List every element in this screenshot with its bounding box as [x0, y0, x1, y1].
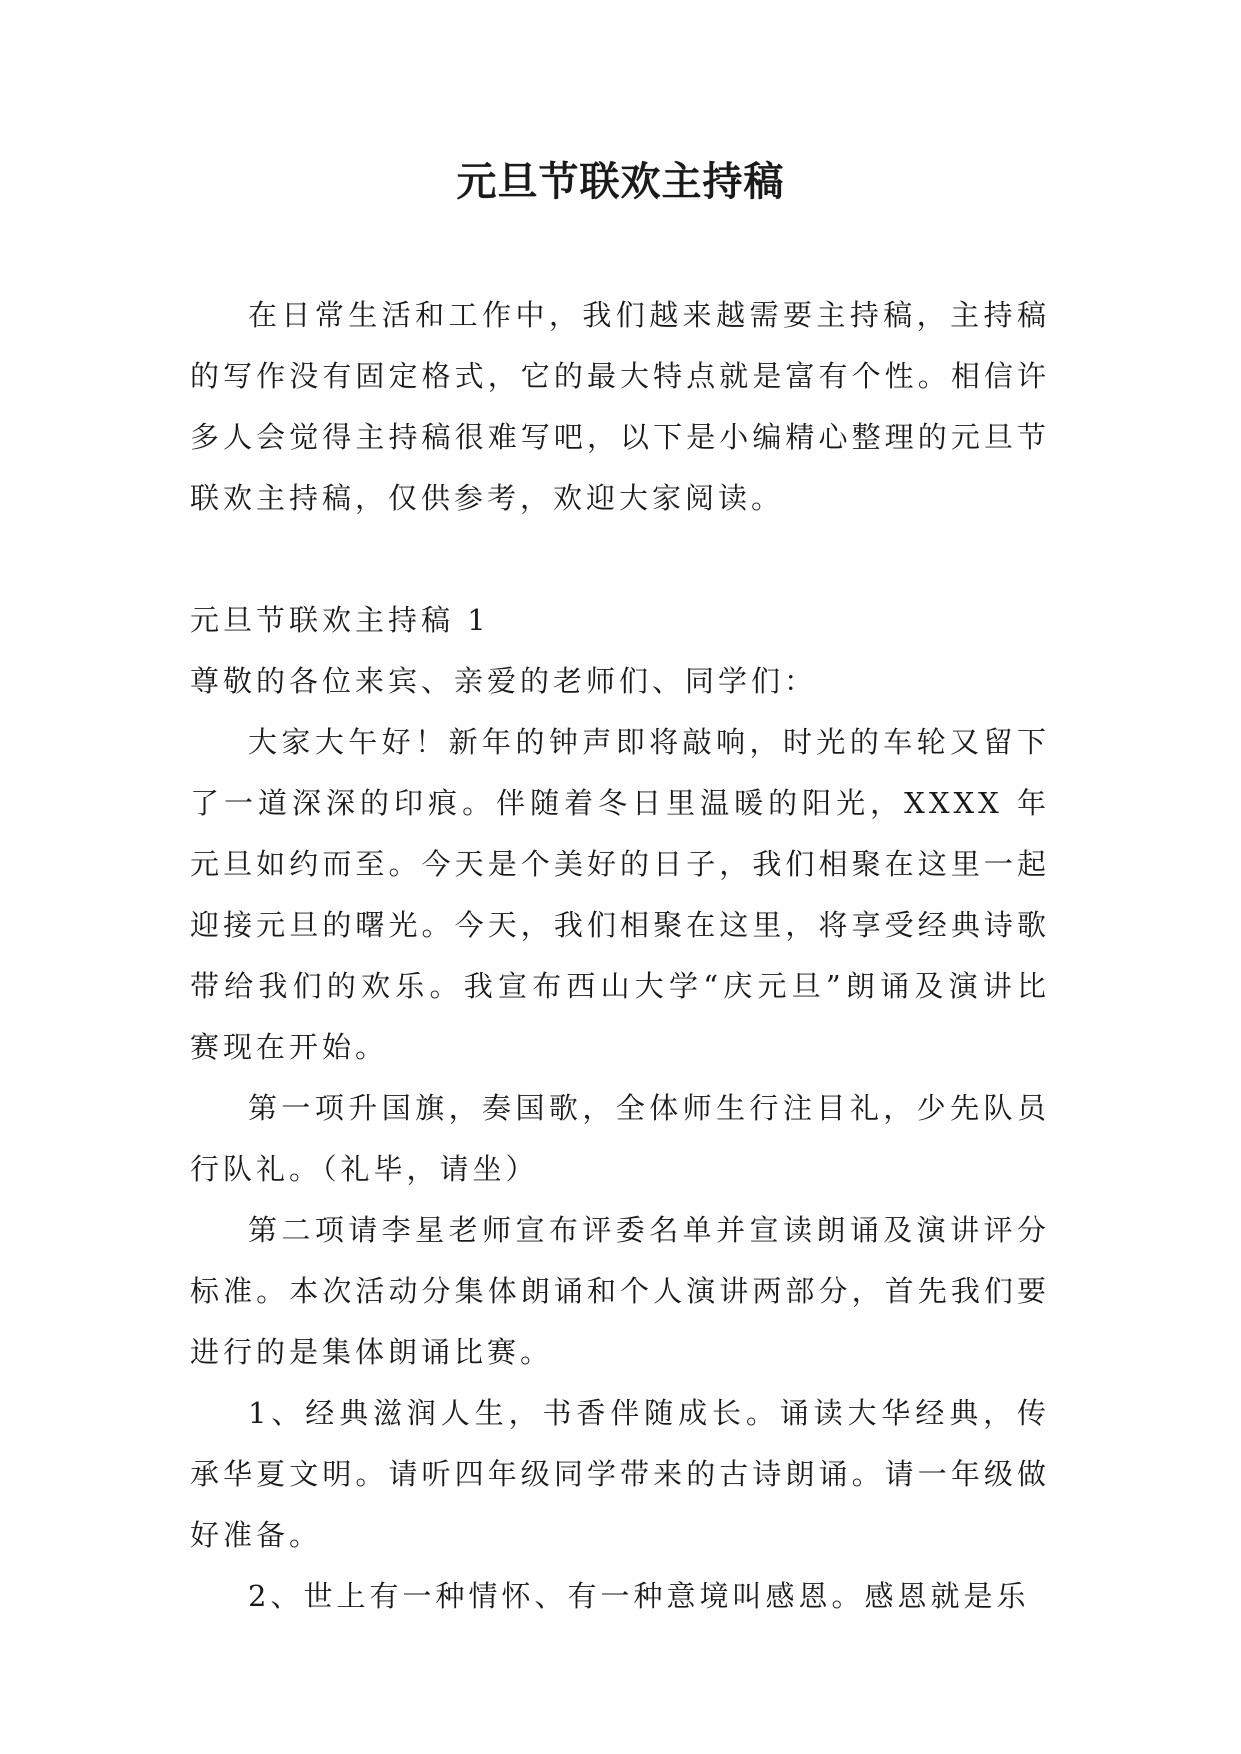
paragraph-spacer [190, 529, 1050, 590]
document-body [190, 285, 1050, 1627]
document-title: 元旦节联欢主持稿 [456, 158, 785, 205]
body-paragraph: 第二项请李星老师宣布评委名单并宣读朗诵及演讲评分标准。本次活动分集体朗诵和个人演讲两部分，首先我们要进行的是集体朗诵比赛。 [190, 1213, 1050, 1369]
section-heading: 元旦节联欢主持稿 1 [190, 603, 490, 637]
intro-paragraph: 在日常生活和工作中，我们越来越需要主持稿，主持稿的写作没有固定格式，它的最大特点就是富有个性。相信许多人会觉得主持稿很难写吧，以下是小编精心整理的元旦节联欢主持稿，仅供参考，欢迎大家阅读。 [190, 298, 1050, 515]
body-paragraph: 大家大午好！新年的钟声即将敲响，时光的车轮又留下了一道深深的印痕。伴随着冬日里温暖的阳光，XXXX 年元旦如约而至。今天是个美好的日子，我们相聚在这里一起迎接元旦的曙光。今天，我们相聚在这里，将享受经典诗歌带给我们的欢乐。我宣布西山大学“庆元旦”朗诵及演讲比赛现在开始。 [190, 725, 1050, 1064]
body-paragraph: 2、世上有一种情怀、有一种意境叫感恩。感恩就是乐 [248, 1579, 1030, 1613]
body-paragraph: 第一项升国旗，奏国歌，全体师生行注目礼，少先队员行队礼。（礼毕，请坐） [190, 1091, 1050, 1186]
body-paragraph: 1、经典滋润人生，书香伴随成长。诵读大华经典，传承华夏文明。请听四年级同学带来的古诗朗诵。请一年级做好准备。 [190, 1396, 1050, 1552]
salutation: 尊敬的各位来宾、亲爱的老师们、同学们： [190, 664, 818, 698]
